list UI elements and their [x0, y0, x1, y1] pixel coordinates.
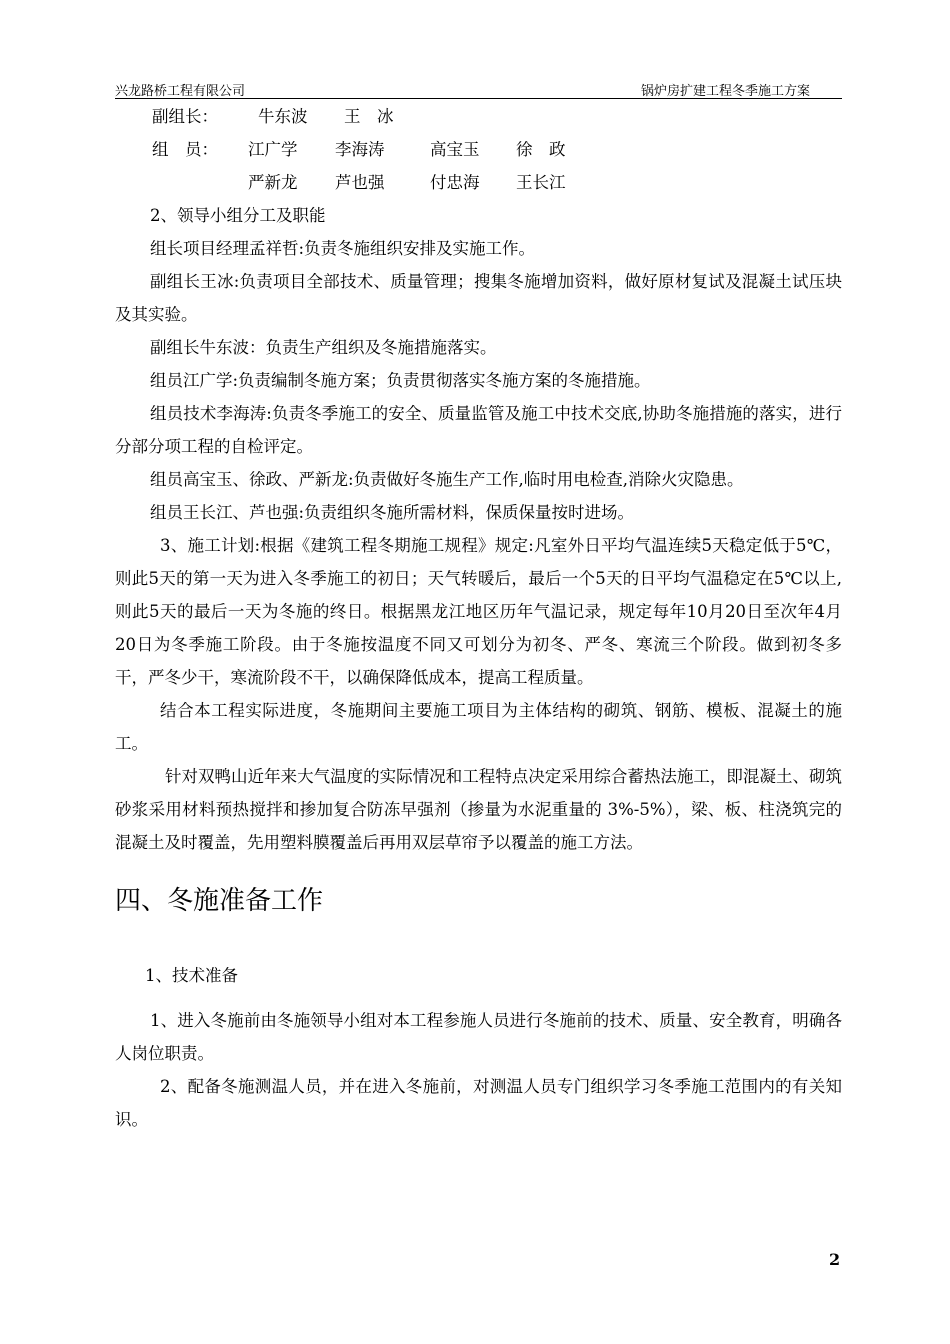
member-name: 付忠海	[430, 173, 480, 192]
page-header	[115, 78, 842, 99]
paragraph: 副组长牛东波：负责生产组织及冬施措施落实。	[150, 338, 497, 357]
members-label: 组 员：	[152, 140, 218, 159]
subsection-heading: 1、技术准备	[145, 966, 238, 985]
paragraph: 组长项目经理孟祥哲:负责冬施组织安排及实施工作。	[150, 239, 536, 258]
header-doc-title: 锅炉房扩建工程冬季施工方案	[640, 84, 810, 99]
paragraph: 组员高宝玉、徐政、严新龙:负责做好冬施生产工作,临时用电检查,消除火灾隐患。	[150, 470, 744, 489]
member-name: 严新龙	[248, 173, 298, 192]
prep-item: 2、配备冬施测温人员，并在进入冬施前，对测温人员专门组织学习冬季施工范围内的有关知识。	[115, 1077, 842, 1129]
paragraph: 结合本工程实际进度，冬施期间主要施工项目为主体结构的砌筑、钢筋、模板、混凝土的施工。	[115, 701, 842, 753]
vice-leader-label: 副组长：	[152, 107, 218, 126]
member-name: 王长江	[516, 173, 566, 192]
paragraph: 组员技术李海涛:负责冬季施工的安全、质量监管及施工中技术交底,协助冬施措施的落实，进行分部分项工程的自检评定。	[115, 404, 842, 456]
member-name: 高宝玉	[430, 140, 480, 159]
member-name: 徐 政	[516, 140, 566, 159]
prep-item: 1、进入冬施前由冬施领导小组对本工程参施人员进行冬施前的技术、质量、安全教育，明确各人岗位职责。	[115, 1011, 842, 1063]
paragraph-construction-plan: 3、施工计划:根据《建筑工程冬期施工规程》规定:凡室外日平均气温连续5天稳定低于5℃，则此5天的第一天为进入冬季施工的初日；天气转暖后，最后一个5天的日平均气温稳定在5℃以上,则此5天的最后一天为冬施的终日。根据黑龙江地区历年气温记录，规定每年10月20日至次年4月20日为冬季施工阶段。由于冬施按温度不同又可划分为初冬、严冬、寒流三个阶段。做到初冬多干，严冬少干，寒流阶段不干，以确保降低成本，提高工程质量。	[115, 536, 842, 687]
page-body	[115, 100, 842, 1136]
header-company: 兴龙路桥工程有限公司	[115, 84, 246, 99]
vice-leader-name: 王 冰	[344, 107, 394, 126]
paragraph: 副组长王冰:负责项目全部技术、质量管理；搜集冬施增加资料，做好原材复试及混凝土试压块及其实验。	[115, 272, 842, 324]
member-name: 江广学	[248, 140, 298, 159]
members-row	[115, 133, 842, 166]
paragraph: 组员江广学:负责编制冬施方案；负责贯彻落实冬施方案的冬施措施。	[150, 371, 651, 390]
section-heading: 四、冬施准备工作	[115, 886, 324, 916]
page-number: 2	[829, 1250, 841, 1269]
member-name: 李海涛	[335, 140, 385, 159]
vice-leader-name: 牛东波	[258, 107, 308, 126]
vice-leader-row	[115, 100, 842, 133]
member-name: 芦也强	[335, 173, 385, 192]
paragraph: 组员王长江、芦也强:负责组织冬施所需材料，保质保量按时进场。	[150, 503, 635, 522]
subheading-division: 2、领导小组分工及职能	[150, 206, 326, 225]
members-row	[115, 166, 842, 199]
paragraph: 针对双鸭山近年来大气温度的实际情况和工程特点决定采用综合蓄热法施工，即混凝土、砌筑砂浆采用材料预热搅拌和掺加复合防冻早强剂（掺量为水泥重量的 3%-5%），梁、板、柱浇筑完的混凝土及时覆盖，先用塑料膜覆盖后再用双层草帘予以覆盖的施工方法。	[115, 767, 842, 852]
